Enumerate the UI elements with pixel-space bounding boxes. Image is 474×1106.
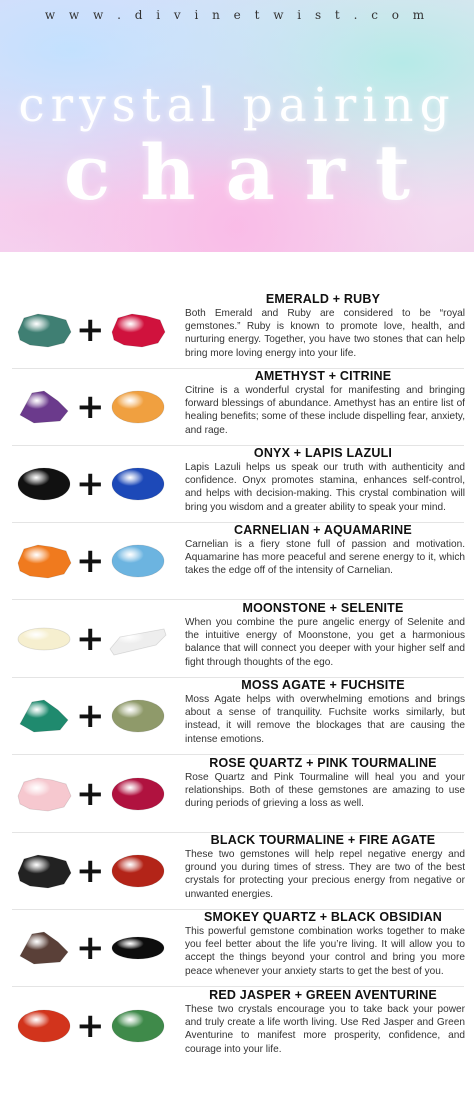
stone-pair-image — [12, 988, 182, 1065]
plus-icon: + — [76, 851, 105, 891]
stone-pair-image — [12, 601, 182, 678]
pairing-description: Rose Quartz and Pink Tourmaline will heal you and your relationships. Both of these gemstones are amazing to use during periods of grieving a loss as well. — [185, 772, 465, 810]
pairing-title: MOSS AGATE + FUCHSITE — [241, 678, 405, 692]
plus-icon: + — [76, 541, 105, 581]
pairing-row — [12, 756, 464, 833]
plus-icon: + — [76, 696, 105, 736]
pairing-description: These two gemstones will help repel negative energy and ground you during times of stress. They are two of the best crystals for protecting your precious energy from negative or unwanted energies. — [185, 849, 465, 900]
pairing-row — [12, 678, 464, 755]
pairing-description: These two crystals encourage you to take back your power and truly create a life worth living. Use Red Jasper and Green Aventurine to manifest more prosperity, confidence, and courage into your life. — [185, 1004, 465, 1055]
pairing-title: SMOKEY QUARTZ + BLACK OBSIDIAN — [203, 910, 443, 924]
plus-icon: + — [76, 619, 105, 659]
pairing-row — [12, 369, 464, 446]
pairing-title: AMETHYST + CITRINE — [254, 369, 392, 383]
pairing-title: ROSE QUARTZ + PINK TOURMALINE — [209, 756, 437, 770]
site-url[interactable]: w w w . d i v i n e t w i s t . c o m — [44, 8, 430, 22]
pairing-title: ONYX + LAPIS LAZULI — [253, 446, 393, 460]
plus-icon: + — [76, 1006, 105, 1046]
pairing-description: Moss Agate helps with overwhelming emotions and brings about a sense of tranquility. Fuchsite works similarly, but instead, it will remove the blockages that are causing the intense emotions. — [185, 694, 465, 745]
pairing-description: Carnelian is a fiery stone full of passion and motivation. Aquamarine has more peaceful and serene energy to it, which takes the edge off of the intensity of Carnelian. — [185, 539, 465, 577]
page-title-large: chart — [64, 128, 440, 217]
pairing-row — [12, 988, 464, 1065]
plus-icon: + — [76, 774, 105, 814]
pairing-title: MOONSTONE + SELENITE — [242, 601, 404, 615]
stone-pair-image — [12, 446, 182, 523]
pairing-title: EMERALD + RUBY — [265, 292, 381, 306]
plus-icon: + — [76, 464, 105, 504]
stone-pair-image — [12, 756, 182, 833]
pairing-row — [12, 292, 464, 369]
stone-pair-image — [12, 292, 182, 369]
plus-icon: + — [76, 310, 105, 350]
pairing-description: When you combine the pure angelic energy of Selenite and the intuitive energy of Moonstone, you get a harmonious balance that will connect you deeper with your higher self and fight through thoughts of the ego. — [185, 617, 465, 668]
stone-pair-image — [12, 678, 182, 755]
pairing-row — [12, 910, 464, 987]
pairing-title: BLACK TOURMALINE + FIRE AGATE — [210, 833, 436, 847]
pairing-description: This powerful gemstone combination works together to make you feel better about the life you’re living. It will allow you to accept the things beyond your control and bring you more peace whenever your anxiety starts to get the best of you. — [185, 926, 465, 977]
stone-pair-image — [12, 910, 182, 987]
stone-pair-image — [12, 523, 182, 600]
stone-pair-image — [12, 369, 182, 446]
pairing-title: CARNELIAN + AQUAMARINE — [234, 523, 412, 537]
pairing-title: RED JASPER + GREEN AVENTURINE — [209, 988, 437, 1002]
header-banner — [0, 0, 474, 252]
pairing-description: Citrine is a wonderful crystal for manifesting and bringing forward blessings of abundance. Amethyst has an entire list of healing benefits; some of these include dispelling fear, anxiety, and rage. — [185, 385, 465, 436]
stone-pair-image — [12, 833, 182, 910]
pairing-row — [12, 833, 464, 910]
pairing-row — [12, 446, 464, 523]
pairing-description: Lapis Lazuli helps us speak our truth with authenticity and confidence. Onyx promotes stamina, enhances self-control, and helps with decision-making. This crystal combination will bring you wisdom and a greater ability to speak your mind. — [185, 462, 465, 513]
pairing-row — [12, 523, 464, 600]
pairing-description: Both Emerald and Ruby are considered to be “royal gemstones.” Ruby is known to promote love, health, and nurturing energy. Together, you have two stones that can help bring more loving energy into your life. — [185, 308, 465, 359]
plus-icon: + — [76, 387, 105, 427]
pairing-row — [12, 601, 464, 678]
page-title: crystal pairing — [18, 78, 456, 133]
plus-icon: + — [76, 928, 105, 968]
